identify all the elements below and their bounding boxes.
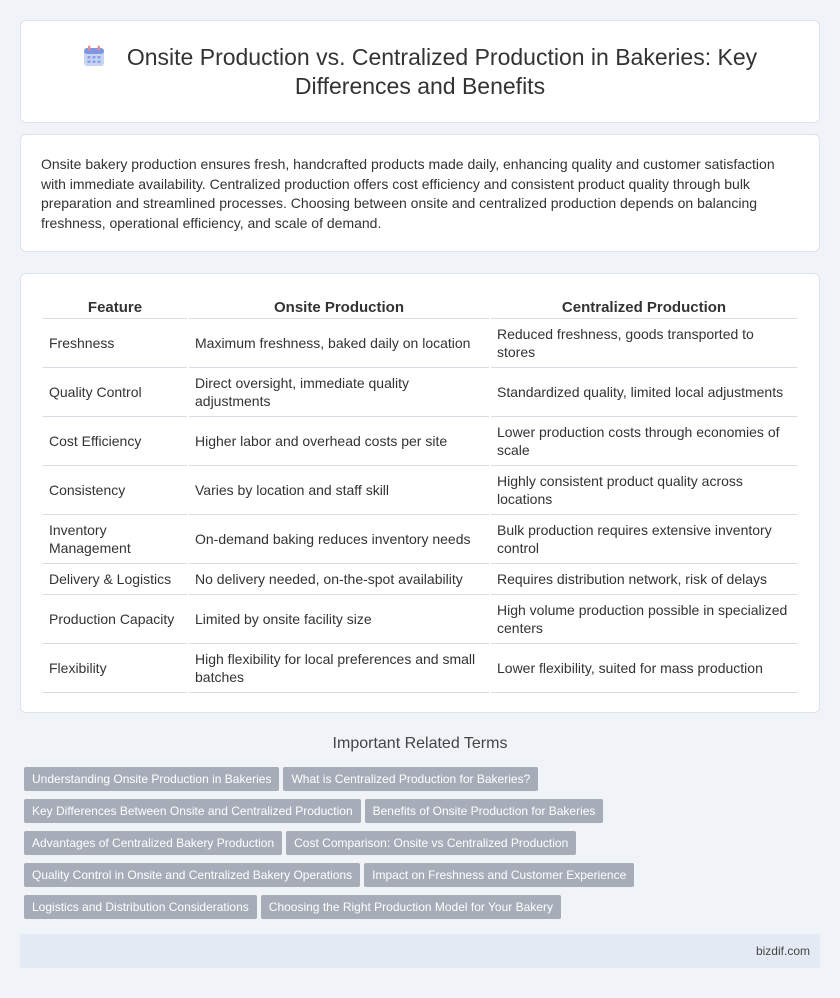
table-row <box>43 595 797 644</box>
title-card <box>20 20 820 123</box>
comparison-table-card <box>20 273 820 713</box>
centralized-cell: Highly consistent product quality across locations <box>491 466 797 515</box>
onsite-cell: No delivery needed, on-the-spot availability <box>189 564 489 595</box>
tag-row <box>24 767 804 799</box>
page-title: Onsite Production vs. Centralized Production in Bakeries: Key Differences and Benefits <box>126 44 758 99</box>
related-tag-link[interactable]: Advantages of Centralized Bakery Production <box>24 831 282 855</box>
related-tag-link[interactable]: Key Differences Between Onsite and Centralized Production <box>24 799 361 823</box>
tag-row <box>24 799 804 831</box>
table-row <box>43 644 797 693</box>
feature-cell: Consistency <box>43 466 187 515</box>
header-onsite: Onsite Production <box>189 294 489 319</box>
calendar-icon <box>83 45 105 67</box>
table-row <box>43 466 797 515</box>
feature-cell: Quality Control <box>43 368 187 417</box>
feature-cell: Production Capacity <box>43 595 187 644</box>
related-tag-link[interactable]: Choosing the Right Production Model for Your Bakery <box>261 895 561 919</box>
onsite-cell: High flexibility for local preferences and small batches <box>189 644 489 693</box>
related-tag-link[interactable]: Benefits of Onsite Production for Bakeries <box>365 799 604 823</box>
intro-card <box>20 134 820 252</box>
related-tags <box>24 767 804 927</box>
table-row <box>43 564 797 595</box>
table-row <box>43 368 797 417</box>
onsite-cell: Limited by onsite facility size <box>189 595 489 644</box>
tag-row <box>24 863 804 895</box>
table-row <box>43 515 797 564</box>
related-tag-link[interactable]: Understanding Onsite Production in Bakeries <box>24 767 279 791</box>
related-tag-link[interactable]: Impact on Freshness and Customer Experience <box>364 863 634 887</box>
feature-cell: Flexibility <box>43 644 187 693</box>
intro-text: Onsite bakery production ensures fresh, handcrafted products made daily, enhancing quality and customer satisfaction with immediate availability. Centralized production offers cost efficiency and consistent product quality through bulk preparation and streamlined processes. Choosing between onsite and centralized production depends on balancing freshness, operational efficiency, and scale of demand. <box>41 156 775 231</box>
tag-row <box>24 831 804 863</box>
tag-row <box>24 895 804 927</box>
table-header-row <box>43 294 797 319</box>
related-tag-link[interactable]: Logistics and Distribution Considerations <box>24 895 257 919</box>
feature-cell: Delivery & Logistics <box>43 564 187 595</box>
header-centralized: Centralized Production <box>491 294 797 319</box>
centralized-cell: Standardized quality, limited local adjustments <box>491 368 797 417</box>
onsite-cell: Direct oversight, immediate quality adjustments <box>189 368 489 417</box>
footer <box>20 934 820 968</box>
onsite-cell: Higher labor and overhead costs per site <box>189 417 489 466</box>
header-feature: Feature <box>43 294 187 319</box>
centralized-cell: Reduced freshness, goods transported to stores <box>491 319 797 368</box>
feature-cell: Freshness <box>43 319 187 368</box>
centralized-cell: Requires distribution network, risk of delays <box>491 564 797 595</box>
onsite-cell: On-demand baking reduces inventory needs <box>189 515 489 564</box>
related-tag-link[interactable]: What is Centralized Production for Bakeries? <box>283 767 538 791</box>
related-tag-link[interactable]: Quality Control in Onsite and Centralized Bakery Operations <box>24 863 360 887</box>
feature-cell: Cost Efficiency <box>43 417 187 466</box>
table-row <box>43 319 797 368</box>
onsite-cell: Varies by location and staff skill <box>189 466 489 515</box>
feature-cell: Inventory Management <box>43 515 187 564</box>
centralized-cell: Lower flexibility, suited for mass production <box>491 644 797 693</box>
centralized-cell: Lower production costs through economies of scale <box>491 417 797 466</box>
centralized-cell: High volume production possible in specialized centers <box>491 595 797 644</box>
onsite-cell: Maximum freshness, baked daily on location <box>189 319 489 368</box>
table-row <box>43 417 797 466</box>
footer-site-link[interactable]: bizdif.com <box>755 944 810 958</box>
page-title-wrap <box>21 43 819 101</box>
centralized-cell: Bulk production requires extensive inventory control <box>491 515 797 564</box>
comparison-table <box>41 294 799 693</box>
related-tag-link[interactable]: Cost Comparison: Onsite vs Centralized Production <box>286 831 576 855</box>
related-terms-title: Important Related Terms <box>332 735 508 752</box>
